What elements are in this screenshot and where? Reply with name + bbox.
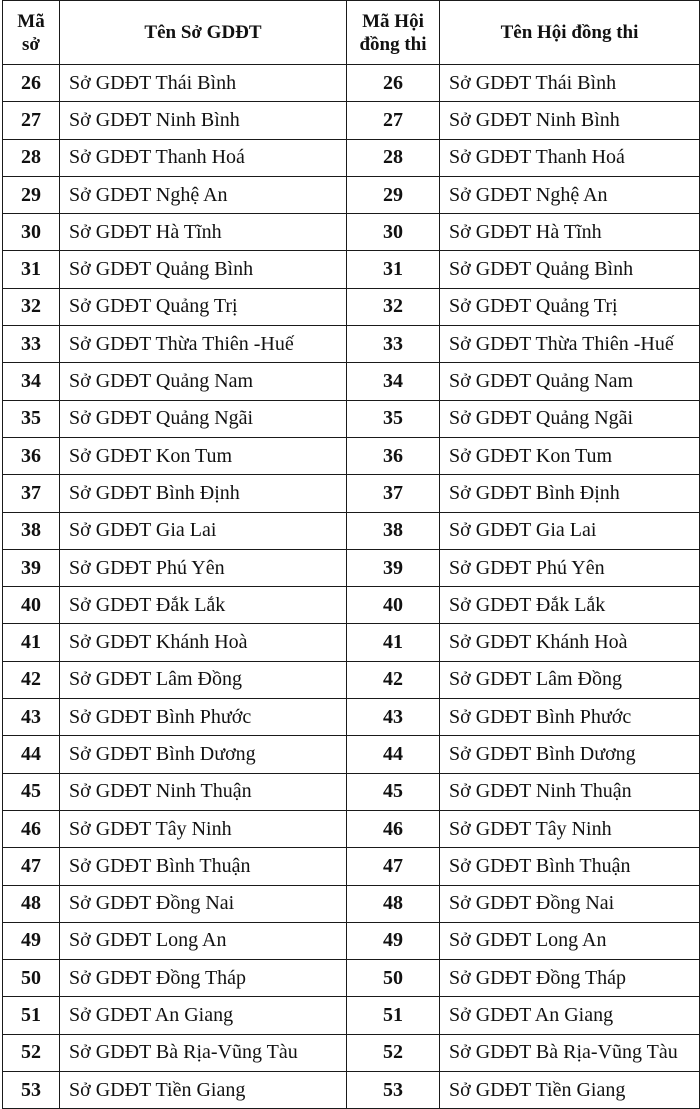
ten-so-cell: Sở GDĐT Long An [60,922,347,959]
ten-so-cell: Sở GDĐT Quảng Nam [60,363,347,400]
ma-so-cell: 33 [3,326,60,363]
table-row [3,848,700,885]
table-row [3,1072,700,1109]
ma-hoi-dong-cell: 38 [347,512,440,549]
ten-hoi-dong-cell: Sở GDĐT Ninh Bình [440,102,700,139]
ten-so-cell: Sở GDĐT Bình Thuận [60,848,347,885]
ma-so-cell: 36 [3,437,60,474]
ma-hoi-dong-cell: 32 [347,288,440,325]
ma-hoi-dong-cell: 41 [347,624,440,661]
ten-so-cell: Sở GDĐT Thừa Thiên -Huế [60,326,347,363]
table-row [3,214,700,251]
ma-hoi-dong-cell: 30 [347,214,440,251]
ten-so-cell: Sở GDĐT Quảng Trị [60,288,347,325]
ten-hoi-dong-cell: Sở GDĐT Thái Bình [440,65,700,102]
ma-hoi-dong-cell: 42 [347,661,440,698]
ma-so-cell: 51 [3,997,60,1034]
ten-so-cell: Sở GDĐT Hà Tĩnh [60,214,347,251]
ma-hoi-dong-cell: 39 [347,549,440,586]
ma-hoi-dong-cell: 40 [347,587,440,624]
ten-hoi-dong-cell: Sở GDĐT Quảng Ngãi [440,400,700,437]
table-row [3,810,700,847]
ten-hoi-dong-cell: Sở GDĐT An Giang [440,997,700,1034]
ma-so-cell: 53 [3,1072,60,1109]
table-row [3,922,700,959]
ma-so-cell: 38 [3,512,60,549]
ma-hoi-dong-cell: 45 [347,773,440,810]
ten-hoi-dong-cell: Sở GDĐT Tiền Giang [440,1072,700,1109]
ma-hoi-dong-cell: 34 [347,363,440,400]
ten-hoi-dong-cell: Sở GDĐT Thừa Thiên -Huế [440,326,700,363]
table-row [3,997,700,1034]
ten-so-cell: Sở GDĐT Ninh Bình [60,102,347,139]
ten-hoi-dong-cell: Sở GDĐT Gia Lai [440,512,700,549]
ma-hoi-dong-cell: 46 [347,810,440,847]
ma-hoi-dong-cell: 36 [347,437,440,474]
ten-hoi-dong-cell: Sở GDĐT Phú Yên [440,549,700,586]
ma-so-cell: 49 [3,922,60,959]
ten-so-cell: Sở GDĐT Lâm Đồng [60,661,347,698]
table-row [3,363,700,400]
table-row [3,65,700,102]
ma-hoi-dong-cell: 29 [347,176,440,213]
table-row [3,736,700,773]
ten-hoi-dong-cell: Sở GDĐT Tây Ninh [440,810,700,847]
header-ma-so [3,1,60,65]
table-row [3,549,700,586]
ma-so-cell: 52 [3,1034,60,1071]
ten-so-cell: Sở GDĐT Phú Yên [60,549,347,586]
table-row [3,512,700,549]
ten-so-cell: Sở GDĐT Kon Tum [60,437,347,474]
ma-so-cell: 44 [3,736,60,773]
header-ma-so-line2: sở [22,33,40,55]
ma-so-cell: 39 [3,549,60,586]
ma-hoi-dong-cell: 53 [347,1072,440,1109]
ten-so-cell: Sở GDĐT Đắk Lắk [60,587,347,624]
ten-hoi-dong-cell: Sở GDĐT Bình Phước [440,699,700,736]
ma-hoi-dong-cell: 44 [347,736,440,773]
ma-so-cell: 26 [3,65,60,102]
ma-so-cell: 46 [3,810,60,847]
ma-hoi-dong-cell: 31 [347,251,440,288]
table-row [3,102,700,139]
ten-so-cell: Sở GDĐT Khánh Hoà [60,624,347,661]
ma-so-cell: 29 [3,176,60,213]
ten-hoi-dong-cell: Sở GDĐT Bình Định [440,475,700,512]
ma-so-cell: 28 [3,139,60,176]
table-row [3,661,700,698]
ten-so-cell: Sở GDĐT An Giang [60,997,347,1034]
ten-so-cell: Sở GDĐT Đồng Tháp [60,960,347,997]
ma-hoi-dong-cell: 51 [347,997,440,1034]
ten-so-cell: Sở GDĐT Đồng Nai [60,885,347,922]
ten-so-cell: Sở GDĐT Thái Bình [60,65,347,102]
ten-hoi-dong-cell: Sở GDĐT Bình Thuận [440,848,700,885]
ma-hoi-dong-cell: 50 [347,960,440,997]
ten-hoi-dong-cell: Sở GDĐT Bình Dương [440,736,700,773]
table-row [3,624,700,661]
ma-hoi-dong-cell: 35 [347,400,440,437]
ten-hoi-dong-cell: Sở GDĐT Ninh Thuận [440,773,700,810]
ten-hoi-dong-cell: Sở GDĐT Thanh Hoá [440,139,700,176]
ten-hoi-dong-cell: Sở GDĐT Hà Tĩnh [440,214,700,251]
ma-so-cell: 48 [3,885,60,922]
ten-so-cell: Sở GDĐT Bình Dương [60,736,347,773]
table-row [3,400,700,437]
ten-so-cell: Sở GDĐT Quảng Bình [60,251,347,288]
ma-so-cell: 35 [3,400,60,437]
ma-so-cell: 31 [3,251,60,288]
table-row [3,176,700,213]
ma-hoi-dong-cell: 37 [347,475,440,512]
table-row [3,288,700,325]
ten-hoi-dong-cell: Sở GDĐT Đồng Nai [440,885,700,922]
table-row [3,885,700,922]
ten-so-cell: Sở GDĐT Tây Ninh [60,810,347,847]
ma-so-cell: 40 [3,587,60,624]
header-ten-hoi-dong: Tên Hội đồng thi [440,1,700,65]
ten-so-cell: Sở GDĐT Bình Phước [60,699,347,736]
ma-hoi-dong-cell: 47 [347,848,440,885]
header-ma-hoi-dong-line1: Mã Hội [362,10,424,32]
table-header-row [3,1,700,65]
table-row [3,1034,700,1071]
table-row [3,475,700,512]
ma-so-cell: 47 [3,848,60,885]
table-row [3,960,700,997]
ten-hoi-dong-cell: Sở GDĐT Đắk Lắk [440,587,700,624]
ten-so-cell: Sở GDĐT Tiền Giang [60,1072,347,1109]
ma-so-cell: 32 [3,288,60,325]
ten-so-cell: Sở GDĐT Quảng Ngãi [60,400,347,437]
ma-hoi-dong-cell: 27 [347,102,440,139]
table-row [3,699,700,736]
ma-so-cell: 27 [3,102,60,139]
table-row [3,326,700,363]
ten-hoi-dong-cell: Sở GDĐT Khánh Hoà [440,624,700,661]
ma-hoi-dong-cell: 26 [347,65,440,102]
ten-so-cell: Sở GDĐT Bình Định [60,475,347,512]
ma-so-cell: 43 [3,699,60,736]
ma-so-cell: 50 [3,960,60,997]
ten-hoi-dong-cell: Sở GDĐT Kon Tum [440,437,700,474]
ten-hoi-dong-cell: Sở GDĐT Nghệ An [440,176,700,213]
header-ma-so-line1: Mã [17,10,45,32]
ma-hoi-dong-cell: 48 [347,885,440,922]
ten-hoi-dong-cell: Sở GDĐT Bà Rịa-Vũng Tàu [440,1034,700,1071]
ma-hoi-dong-cell: 43 [347,699,440,736]
ten-hoi-dong-cell: Sở GDĐT Quảng Nam [440,363,700,400]
ten-so-cell: Sở GDĐT Ninh Thuận [60,773,347,810]
ma-so-cell: 41 [3,624,60,661]
header-ma-hoi-dong-line2: đồng thi [359,33,427,55]
ten-so-cell: Sở GDĐT Bà Rịa-Vũng Tàu [60,1034,347,1071]
table-row [3,437,700,474]
ten-so-cell: Sở GDĐT Gia Lai [60,512,347,549]
ma-so-cell: 37 [3,475,60,512]
ma-hoi-dong-cell: 52 [347,1034,440,1071]
ma-so-cell: 45 [3,773,60,810]
ten-hoi-dong-cell: Sở GDĐT Quảng Trị [440,288,700,325]
ma-so-cell: 42 [3,661,60,698]
ten-hoi-dong-cell: Sở GDĐT Long An [440,922,700,959]
table-row [3,587,700,624]
exam-council-table [2,0,700,1109]
ten-so-cell: Sở GDĐT Nghệ An [60,176,347,213]
table-row [3,773,700,810]
ma-hoi-dong-cell: 33 [347,326,440,363]
ma-so-cell: 30 [3,214,60,251]
ma-hoi-dong-cell: 49 [347,922,440,959]
table-body [3,65,700,1109]
table-row [3,139,700,176]
ten-so-cell: Sở GDĐT Thanh Hoá [60,139,347,176]
ten-hoi-dong-cell: Sở GDĐT Quảng Bình [440,251,700,288]
header-ma-hoi-dong [347,1,440,65]
ten-hoi-dong-cell: Sở GDĐT Lâm Đồng [440,661,700,698]
ten-hoi-dong-cell: Sở GDĐT Đồng Tháp [440,960,700,997]
table-row [3,251,700,288]
ma-so-cell: 34 [3,363,60,400]
header-ten-so: Tên Sở GDĐT [60,1,347,65]
ma-hoi-dong-cell: 28 [347,139,440,176]
